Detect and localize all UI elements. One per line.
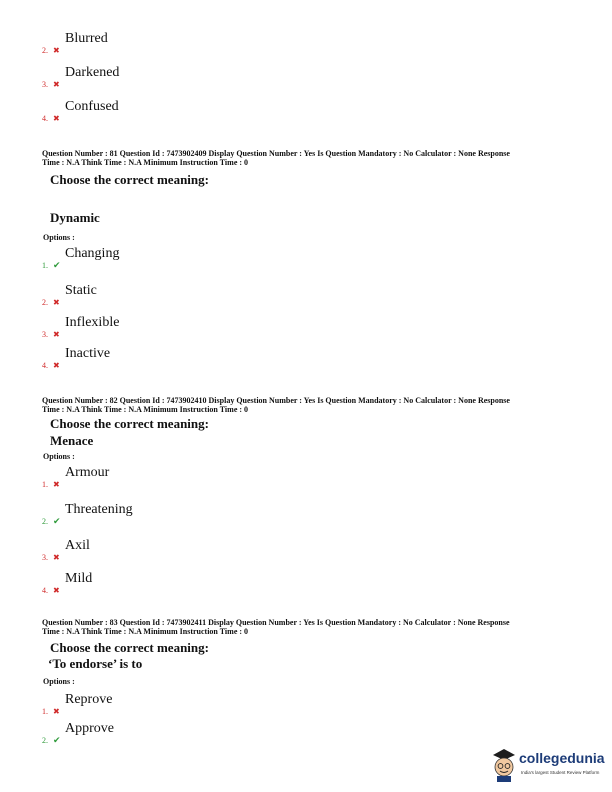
mascot-icon [491, 748, 517, 782]
meta-line: Question Number : 81 Question Id : 7473902409 Display Question Number : Yes Is Question Mandatory : No Calculator : None Response [42, 149, 510, 158]
brand-tagline: India's largest Student Review Platform [521, 770, 600, 775]
option-number: 1. [42, 261, 48, 270]
brand-name: collegedunia [519, 750, 605, 766]
options-label-q83: Options : [43, 677, 75, 686]
meta-line: Time : N.A Think Time : N.A Minimum Instruction Time : 0 [42, 405, 249, 414]
option-q83-1 [42, 692, 342, 716]
check-icon: ✔ [53, 260, 61, 270]
cross-icon: ✖ [53, 46, 60, 55]
option-q81-2 [42, 283, 342, 307]
option-q83-2 [42, 721, 342, 745]
option-q80-3 [42, 65, 342, 89]
cross-icon: ✖ [53, 480, 60, 489]
meta-line: Time : N.A Think Time : N.A Minimum Instruction Time : 0 [42, 627, 249, 636]
cross-icon: ✖ [53, 361, 60, 370]
option-text: Approve [65, 721, 114, 736]
question-meta-q82 [42, 396, 582, 414]
check-icon: ✔ [53, 735, 61, 745]
question-meta-q81 [42, 149, 582, 167]
option-q81-4 [42, 346, 342, 370]
option-q81-1 [42, 246, 342, 270]
option-text: Changing [65, 246, 120, 261]
option-text: Reprove [65, 692, 113, 707]
question-word-q81: Dynamic [50, 210, 100, 225]
option-q82-1 [42, 465, 342, 489]
option-text: Threatening [65, 502, 133, 517]
option-q82-4 [42, 571, 342, 595]
meta-line: Question Number : 83 Question Id : 7473902411 Display Question Number : Yes Is Question Mandatory : No Calculator : None Response [42, 618, 510, 627]
option-number: 4. [42, 586, 48, 595]
meta-line: Question Number : 82 Question Id : 7473902410 Display Question Number : Yes Is Question Mandatory : No Calculator : None Response [42, 396, 510, 405]
option-text: Confused [65, 99, 119, 114]
option-text: Darkened [65, 65, 120, 80]
option-number: 4. [42, 361, 48, 370]
option-text: Mild [65, 571, 93, 586]
collegedunia-logo [491, 748, 611, 788]
option-q80-2 [42, 31, 342, 55]
cross-icon: ✖ [53, 553, 60, 562]
meta-line: Time : N.A Think Time : N.A Minimum Instruction Time : 0 [42, 158, 249, 167]
option-q80-4 [42, 99, 342, 123]
question-meta-q83 [42, 618, 582, 636]
option-number: 3. [42, 330, 48, 339]
option-text: Static [65, 283, 97, 298]
option-number: 1. [42, 480, 48, 489]
cross-icon: ✖ [53, 114, 60, 123]
option-text: Armour [65, 465, 110, 480]
cross-icon: ✖ [53, 707, 60, 716]
cross-icon: ✖ [53, 330, 60, 339]
option-number: 3. [42, 553, 48, 562]
cross-icon: ✖ [53, 298, 60, 307]
question-prompt-q82: Choose the correct meaning: [50, 416, 209, 431]
question-prompt-q81: Choose the correct meaning: [50, 172, 209, 187]
option-q82-3 [42, 538, 342, 562]
option-text: Blurred [65, 31, 108, 46]
question-word-q83: ‘To endorse’ is to [48, 656, 143, 671]
option-number: 2. [42, 517, 48, 526]
question-prompt-q83: Choose the correct meaning: [50, 640, 209, 655]
option-number: 2. [42, 298, 48, 307]
option-number: 4. [42, 114, 48, 123]
option-text: Axil [65, 538, 90, 553]
option-text: Inactive [65, 346, 111, 361]
question-word-q82: Menace [50, 433, 94, 448]
check-icon: ✔ [53, 516, 61, 526]
option-q81-3 [42, 315, 342, 339]
cross-icon: ✖ [53, 586, 60, 595]
option-number: 2. [42, 736, 48, 745]
cross-icon: ✖ [53, 80, 60, 89]
option-q82-2 [42, 502, 342, 526]
options-label-q82: Options : [43, 452, 75, 461]
option-text: Inflexible [65, 315, 120, 330]
option-number: 3. [42, 80, 48, 89]
option-number: 1. [42, 707, 48, 716]
option-number: 2. [42, 46, 48, 55]
options-label-q81: Options : [43, 233, 75, 242]
